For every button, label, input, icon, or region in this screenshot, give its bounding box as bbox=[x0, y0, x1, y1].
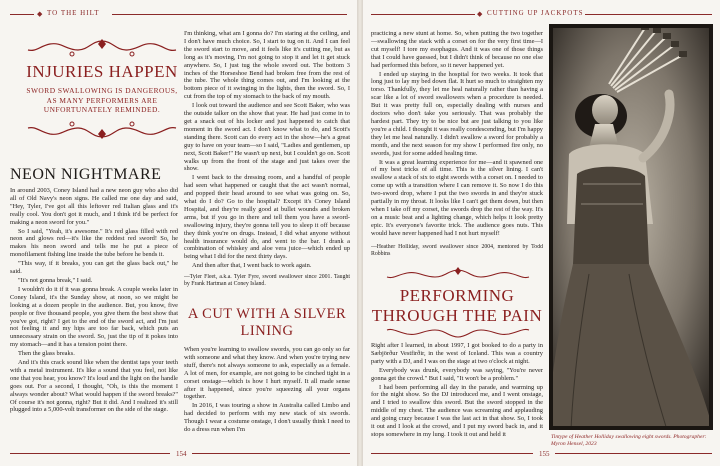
page-number-right: 155 bbox=[539, 450, 550, 458]
footer-rule bbox=[10, 453, 170, 454]
attribution-block bbox=[184, 274, 350, 296]
paragraph: I went back to the dressing room, and a handful of people had seen what happened or caught that the act wasn't normal, and popped their head around to see what was going on. So, what do I do? Go to the hospital? Except it's Coney Island Hospital, and they're really good at bullet wounds and broken arms, but if you go in there and tell them you have a sword-swallowing injury, they're gonna tell you to sleep it off because they think you're on drugs. Instead, I did what anyone without health insurance would do, and went to the bar. I drank a combination of whiskey and aloe vera juice—which ended up being what I did for the next thirty days. bbox=[184, 174, 350, 261]
section-title: INJURIES HAPPEN bbox=[26, 62, 178, 81]
paragraph: And then after that, I went back to work again. bbox=[192, 262, 312, 270]
running-head-rule bbox=[585, 14, 712, 15]
photo-caption: Tintype of Heather Holliday swallowing eight swords. Photographer: Myron Hensel, 2023 bbox=[551, 434, 707, 447]
attribution-heather: —Heather Holliday, sword swallower since 2004, mentored by Todd Robbins bbox=[371, 244, 543, 257]
attribution-block bbox=[371, 244, 543, 264]
flourish-ornament-icon bbox=[22, 118, 182, 140]
left-page bbox=[0, 0, 357, 466]
attribution-tyler: —Tyler Fleet, a.k.a. Tyler Fyre, sword swallower since 2001. Taught by Frank Hartman at Coney Island. bbox=[184, 274, 350, 287]
left-column-1 bbox=[10, 187, 178, 451]
flourish-ornament-icon bbox=[383, 266, 533, 282]
story-title-performing-through-pain: PERFORMING THROUGH THE PAIN bbox=[371, 286, 543, 325]
paragraph: Everybody was drunk, everybody was saying, "You're never gonna get the crowd." But I said, "It won't be a problem." bbox=[371, 366, 543, 382]
footer-rule bbox=[371, 453, 533, 454]
running-head-ornament-icon: ◆ bbox=[477, 10, 483, 18]
running-head-left: TO THE HILT bbox=[47, 9, 100, 17]
paragraph: And it's this crack sound like when the dentist taps your teeth with a metal instrument. It's like a sound that you feel, not like one that you hear, you know? It's loud and the light on the handle goes out. For a second, I thought, "Oh, is this the moment I always wonder about? What would happen if the sword breaks?" Of course it's not gonna, right? But it did. And I realized it's still plugged into a 5,000-volt transformer on the side of the stage. bbox=[10, 359, 178, 414]
footer-rule bbox=[192, 453, 350, 454]
paragraph: I look out toward the audience and see Scott Baker, who was the outside talker on the show that year. He had just come in to get a snack out of his locker and just happened to catch that moment in the sword act. I don't know what to do, and Scott's standing there. Scott can do every act in the show—he's a great guy to have on your team—so I said, "Ladies and gentlemen, up next, Scott Baker!" He wasn't up next, but I couldn't go on. Scott walks up from the front of the stage and just takes over the show. bbox=[184, 102, 350, 173]
paragraph: It was a great learning experience for me—and it spawned one of my best tricks of all time. This is the silver lining. I can't swallow a stack of six to eight swords with a corset on. I needed to come up with a transition where I can remove it. So now I do this two-sword drop, where I put the two swords in and they're stuck partially in my throat. It looks like I can't get them down, but then when I take off my corset, the swords drop the rest of the way. It's on a music beat and a lighting change, which helps it look pretty epic. It's everyone's favorite trick. The audience goes nuts. This would have never happened had I not hurt myself! bbox=[371, 158, 543, 237]
running-head-rule bbox=[371, 14, 475, 15]
page-number-left: 154 bbox=[176, 450, 187, 458]
tintype-photo bbox=[549, 24, 713, 430]
tintype-photo-image bbox=[549, 24, 713, 430]
story-title-silver-lining: A CUT WITH A SILVER LINING bbox=[187, 306, 347, 339]
running-head-ornament-icon: ◆ bbox=[37, 10, 43, 18]
flourish-ornament-icon bbox=[383, 327, 533, 341]
right-page bbox=[363, 0, 720, 466]
paragraph: Right after I learned, in about 1997, I got booked to do a party in Sæbjörður Vestfirðir, in the west of Iceland. This was a country party with a DJ, and I was on the stage at two o'clock at night. bbox=[371, 342, 543, 365]
paragraph: I'm thinking, what am I gonna do? I'm staring at the ceiling, and I don't have much choice. So, I start to tug on it. And I can feel the sword start to move, and it feels like it's cutting me, but as long as it's moving, I'm not going to stop it and let it get stuck anywhere. So, I just tug the whole sword out. The bottom 3 inches of the Horseshoe Bend had broken free from the rest of the tube. The whole thing comes out, and I'm looking at the bottom piece of it swinging in the lights, then the sword. So, I cut from the top of my stomach to the back of my mouth. bbox=[184, 30, 350, 101]
right-column-2 bbox=[371, 342, 543, 452]
left-column-2 bbox=[184, 30, 350, 272]
right-column-1 bbox=[371, 30, 543, 242]
left-column-2-continued bbox=[184, 346, 350, 450]
running-head-rule bbox=[10, 14, 34, 15]
story-title-neon-nightmare: NEON NIGHTMARE bbox=[10, 166, 162, 183]
paragraph: So I said, "Yeah, it's awesome." It's red glass filled with red neon and glows red—it's like the reddest red sword! So, he makes his neon sword and tells me he put a piece of monofilament fishing line inside the tube before he bends it. bbox=[10, 227, 178, 259]
running-head-rule bbox=[112, 14, 347, 15]
paragraph: "It's not gonna break," I said. bbox=[18, 276, 93, 284]
paragraph: I ended up staying in the hospital for two weeks. It took that long just to lay my bed down flat. It hurt so much to straighten my torso. Thankfully, they let me heal naturally rather than having a scar like a lot of sword swallowers when a procedure is needed. But it was pretty full on, especially dealing with nurses and doctors who don't take you seriously. That was probably the hardest part. They try to be nice but are just talking to you like you're a child. I thought it was really condescending, but I'm happy they let me heal naturally. I didn't swallow a sword for probably a month, and the next season for my show I performed fire only, no swords, just for some added healing time. bbox=[371, 70, 543, 157]
footer-rule bbox=[555, 453, 712, 454]
paragraph: practicing a new stunt at home. So, when putting the two together—swallowing the stack with a corset on for the very first time—I cut myself! I tore my esophagus. And it was one of those things that I could have guessed, but I didn't think of because no one else had performed this before, so it never happened yet. bbox=[371, 30, 543, 69]
paragraph: In around 2003, Coney Island had a new neon guy who also did all of Old Navy's neon signs. He called me one day and said, "Hey, Tyler, I've got all this leftover red Italian glass and it's really cool. You don't got it much, and I think it'd be perfect for making a neon sword for you." bbox=[10, 187, 178, 226]
paragraph: Then the glass breaks. bbox=[18, 350, 75, 358]
running-head-right: CUTTING UP JACKPOTS bbox=[487, 9, 584, 17]
paragraph: "This way, if it breaks, you can get the glass back out," he said. bbox=[10, 260, 178, 276]
paragraph: I had been performing all day in the parade, and warming up for the night show. So the DJ introduced me, and I went onstage, and I tried to swallow this sword. But the sword stopped in the middle of my chest. The audience was screaming and applauding and going crazy because I was the last act in that show. So, I took it out and I look at the crowd, and I put my sword back in, and it stops somewhere in my lung. I took it out and held it bbox=[371, 383, 543, 438]
paragraph: I wouldn't do it if it was gonna break. A couple weeks later in Coney Island, it's the Sunday show, at noon, so we might be looking at a dozen people in the audience. But, you know, five people or five thousand people, you give them the best show that you've got, right? I get to the end of the sword act, and I'm just not feeling it and my hips are too far back, which puts an unnecessary strain on the sword. So, just the tip of it pokes into my stomach—and it has a tension point there. bbox=[10, 285, 178, 349]
flourish-ornament-icon bbox=[22, 38, 182, 60]
section-subtitle: SWORD SWALLOWING IS DANGEROUS, AS MANY PERFORMERS ARE UNFORTUNATELY REMINDED. bbox=[26, 86, 178, 114]
paragraph: In 2016, I was touring a show in Australia called Limbo and had decided to perform with my new stack of six swords. Though I wear a costume onstage, I don't usually think I need to do a dress run when I'm bbox=[184, 402, 350, 434]
paragraph: When you're learning to swallow swords, you can go only so far with someone and what they know. And when you're trying new stuff, there's not always someone to ask, especially as a female. A lot of men, for example, are not going to be cinched tight in a corset onstage—which is how I hurt myself. It all made sense after it happened, since you're squeezing all your organs together. bbox=[184, 346, 350, 401]
